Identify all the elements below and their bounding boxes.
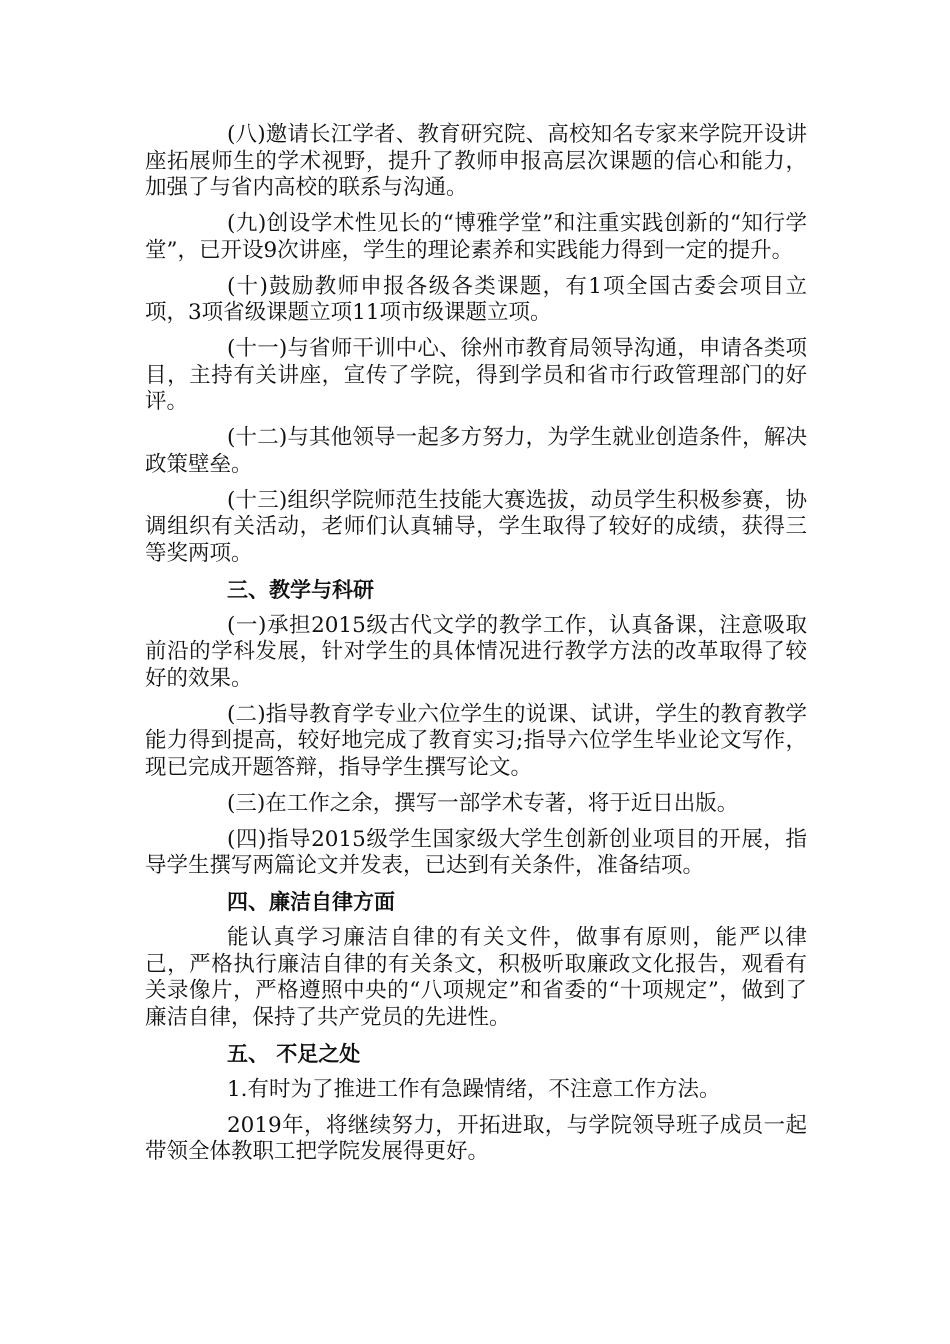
teaching-item-3: (三)在工作之余，撰写一部学术专著，将于近日出版。 [227, 790, 739, 816]
section-heading-shortcomings: 五、 不足之处 [227, 1041, 361, 1066]
paragraph-12: (十二)与其他领导一起多方努力，为学生就业创造条件，解决政策壁垒。 [145, 425, 807, 477]
paragraph-11: (十一)与省师干训中心、徐州市教育局领导沟通，申请各类项目，主持有关讲座，宣传了学院，得到学员和省市行政管理部门的好评。 [145, 336, 807, 414]
shortcoming-item-1: 1.有时为了推进工作有急躁情绪，不注意工作方法。 [227, 1076, 721, 1102]
paragraph-10: (十)鼓励教师申报各级各类课题，有1项全国古委会项目立项，3项省级课题立项11项市级课题立项。 [145, 273, 807, 325]
teaching-item-4: (四)指导2015级学生国家级大学生创新创业项目的开展，指导学生撰写两篇论文并发表，已达到有关条件，准备结项。 [145, 826, 807, 878]
paragraph-9: (九)创设学术性见长的“博雅学堂”和注重实践创新的“知行学堂”，已开设9次讲座，学生的理论素养和实践能力得到一定的提升。 [145, 211, 807, 263]
closing-paragraph: 2019年，将继续努力，开拓进取，与学院领导班子成员一起带领全体教职工把学院发展得更好。 [145, 1112, 807, 1164]
integrity-paragraph: 能认真学习廉洁自律的有关文件，做事有原则，能严以律己，严格执行廉洁自律的有关条文，积极听取廉政文化报告，观看有关录像片，严格遵照中央的“八项规定”和省委的“十项规定”，做到了廉洁自律，保持了共产党员的先进性。 [145, 925, 807, 1030]
paragraph-13: (十三)组织学院师范生技能大赛选拔，动员学生积极参赛，协调组织有关活动，老师们认真辅导，学生取得了较好的成绩，获得三等奖两项。 [145, 487, 807, 566]
teaching-item-2: (二)指导教育学专业六位学生的说课、试讲，学生的教育教学能力得到提高，较好地完成了教育实习;指导六位学生毕业论文写作，现已完成开题答辩，指导学生撰写论文。 [145, 701, 807, 780]
document-page [145, 122, 807, 1175]
section-heading-teaching-research: 三、教学与科研 [227, 577, 374, 602]
teaching-item-1: (一)承担2015级古代文学的教学工作，认真备课，注意吸取前沿的学科发展，针对学生的具体情况进行教学方法的改革取得了较好的效果。 [145, 612, 807, 691]
paragraph-8: (八)邀请长江学者、教育研究院、高校知名专家来学院开设讲座拓展师生的学术视野，提升了教师申报高层次课题的信心和能力，加强了与省内高校的联系与沟通。 [145, 122, 807, 200]
section-heading-integrity: 四、廉洁自律方面 [227, 890, 395, 914]
